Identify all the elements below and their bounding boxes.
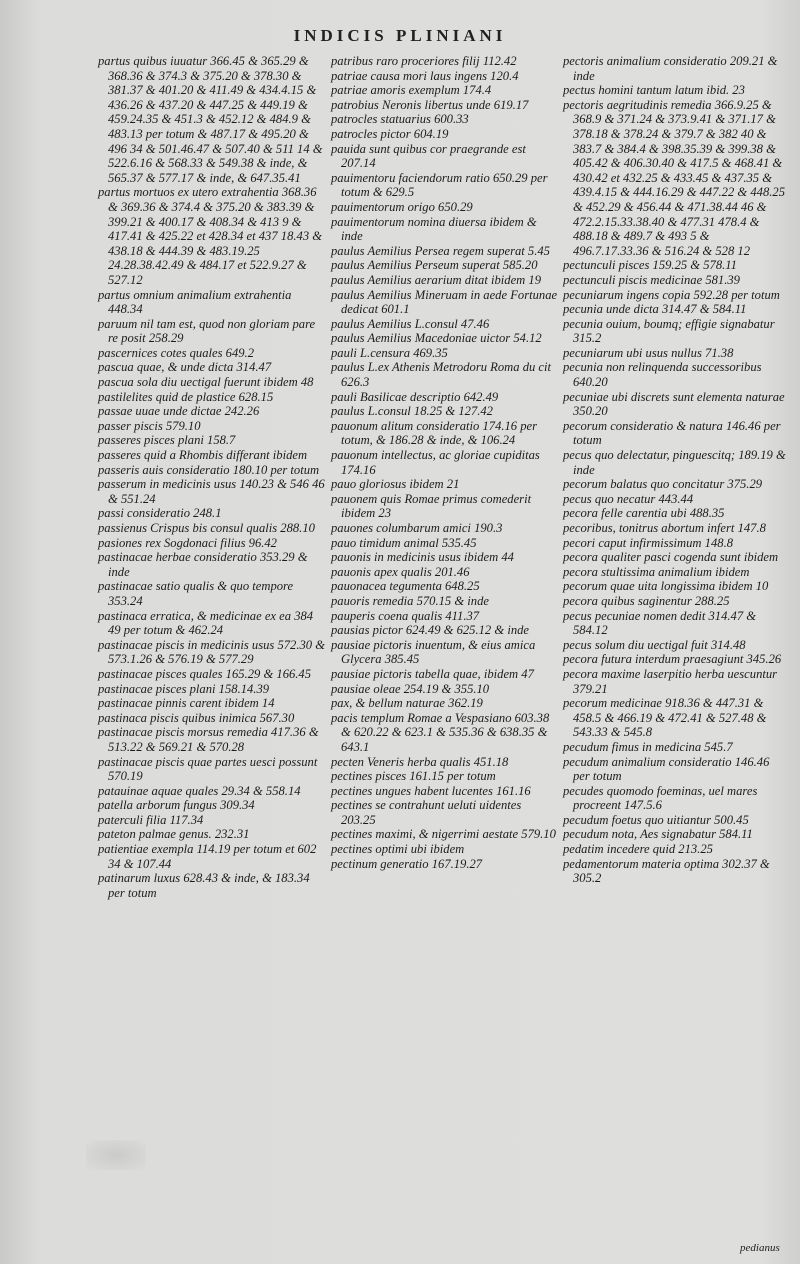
index-entry: pecora felle carentia ubi 488.35	[563, 506, 725, 521]
running-head: INDICIS PLINIANI	[293, 26, 507, 45]
index-entry: paruum nil tam est, quod non gloriam pare re posit 258.29	[98, 316, 316, 346]
index-entry: pastinacae pisces plani 158.14.39	[98, 681, 270, 696]
index-entry: pauperis coena qualis 411.37	[331, 608, 480, 623]
index-entry: pascua quae, & unde dicta 314.47	[98, 360, 272, 375]
index-entry: pauonum alitum consideratio 174.16 per totum, & 186.28 & inde, & 106.24	[331, 418, 538, 448]
index-entry: pectines maximi, & nigerrimi aestate 579.10	[331, 827, 556, 842]
index-entry: pauli Basilicae descriptio 642.49	[331, 389, 499, 404]
index-entry: patientiae exempla 114.19 per totum et 602 34 & 107.44	[98, 842, 317, 871]
index-entry: paulus L.consul 18.25 & 127.42	[331, 404, 493, 419]
index-entry: pecunia unde dicta 314.47 & 584.11	[563, 302, 747, 317]
index-entry: pecunia non relinquenda successoribus 640.20	[563, 360, 762, 390]
index-entry: pectoris animalium consideratio 209.21 & inde	[563, 54, 778, 83]
index-entry: patriae causa mori laus ingens 120.4	[331, 68, 519, 83]
index-entry: pastinaca erratica, & medicinae ex ea 384 49 per totum & 462.24	[98, 608, 314, 638]
index-entry: pedatim incedere quid 213.25	[563, 842, 713, 857]
index-entry: passeris auis consideratio 180.10 per totum	[98, 462, 320, 477]
index-entry: pectunculi piscis medicinae 581.39	[563, 272, 740, 287]
index-entry: pecorum consideratio & natura 146.46 per totum	[563, 418, 781, 448]
index-entry: pastinacae pisces quales 165.29 & 166.45	[98, 666, 312, 681]
index-entry: pausias pictor 624.49 & 625.12 & inde	[331, 623, 530, 638]
index-entry: pascernices cotes quales 649.2	[98, 345, 254, 360]
index-entry: pecten Veneris herba qualis 451.18	[331, 754, 509, 769]
index-entry: paulus Aemilius Macedoniae uictor 54.12	[331, 331, 542, 346]
index-entry: pectunculi pisces 159.25 & 578.11	[563, 258, 737, 273]
index-entry: pasiones rex Sogdonaci filius 96.42	[98, 535, 277, 550]
index-entry: pedamentorum materia optima 302.37 & 305.2	[563, 856, 770, 886]
index-entry: pecori caput infirmissimum 148.8	[563, 535, 734, 550]
index-entry: paulus Aemilius Persea regem superat 5.45	[331, 243, 550, 258]
index-entry: pauimentorum nomina diuersa ibidem & inde	[331, 214, 537, 244]
index-entry: pax, & bellum naturae 362.19	[331, 696, 483, 711]
index-entry: pausiae pictoris inuentum, & eius amica Glycera 385.45	[331, 637, 536, 667]
index-entry: passienus Crispus bis consul qualis 288.10	[98, 521, 315, 535]
index-entry: pecora futura interdum praesagiunt 345.26	[563, 652, 782, 667]
index-entry: pecora maxime laserpitio herba uescuntur 379.21	[563, 666, 778, 696]
index-entry: pascua sola diu uectigal fuerunt ibidem 48	[98, 375, 314, 390]
index-entry: pastinacae piscis morsus remedia 417.36 & 513.22 & 569.21 & 570.28	[98, 725, 319, 754]
index-entry: passeres quid a Rhombis differant ibidem	[98, 448, 308, 463]
index-entry: pauida sunt quibus cor praegrande est 207.14	[331, 141, 526, 171]
index-entry: pastinacae piscis in medicinis usus 572.30 & 573.1.26 & 576.19 & 577.29	[98, 637, 326, 667]
index-entry: pauimentorum origo 650.29	[331, 199, 473, 214]
index-entry: pausiae oleae 254.19 & 355.10	[331, 681, 490, 696]
index-entry: pectinum generatio 167.19.27	[331, 856, 483, 871]
index-entry: paulus Aemilius aerarium ditat ibidem 19	[331, 272, 542, 287]
index-entry: passeres pisces plani 158.7	[98, 433, 236, 448]
index-entry: partus quibus iuuatur 366.45 & 365.29 & 368.36 & 374.3 & 375.20 & 378.30 & 381.37 & 401.20 & 411.49 & 434.4.15 & 436.26 & 437.20 & 447.25 & 449.19 & 459.24.35 & 451.3 & 452.12 & 484.9 & 483.13 per totum & 487.17 & 495.20 & 496 34 & 501.46.47 & 507.40 & 511 14 & 522.6.16 & 568.33 & 549.38 & inde, & 565.37 & 577.17 & inde, & 647.35.41	[98, 54, 323, 185]
index-entry: pauo timidum animal 535.45	[331, 535, 477, 550]
index-entry: pastinacae piscis quae partes uesci possunt 570.19	[98, 754, 318, 784]
index-entry: pacis templum Romae a Vespasiano 603.38 & 620.22 & 623.1 & 535.36 & 638.35 & 643.1	[331, 710, 550, 754]
index-entry: pectines se contrahunt ueluti uidentes 203.25	[331, 798, 522, 827]
index-entry: pectoris aegritudinis remedia 366.9.25 & 368.9 & 371.24 & 373.9.41 & 371.17 & 378.18 & 378.24 & 379.7 & 382 40 & 383.7 & 384.4 & 398.35.39 & 399.38 & 405.42 & 406.30.40 & 417.5 & 468.41 & 430.42 et 432.25 & 433.45 & 437.35 & 439.4.15 & 444.16.29 & 447.22 & 448.25 & 452.29 & 456.44 & 471.38.44 46 & 472.2.15.33.38.40 & 477.31 478.4 & 488.18 & 489.7 & 493 5 & 496.7.17.33.36 & 516.24 & 528 12	[563, 97, 785, 258]
index-entry: patribus raro proceriores filij 112.42	[331, 54, 517, 68]
index-entry: pauones columbarum amici 190.3	[331, 521, 503, 535]
index-entry: paulus Aemilius L.consul 47.46	[331, 316, 490, 331]
index-entry: pecudum foetus quo uitiantur 500.45	[563, 812, 749, 827]
index-entry: pauli L.censura 469.35	[331, 345, 448, 360]
index-entry: pausiae pictoris tabella quae, ibidem 47	[331, 666, 534, 681]
index-entry: passae uuae unde dictae 242.26	[98, 404, 260, 419]
index-entry: pauonacea tegumenta 648.25	[331, 579, 480, 594]
index-entry: pecora stultissima animalium ibidem	[563, 564, 750, 579]
index-entry: paulus Aemilius Perseum superat 585.20	[331, 258, 538, 273]
index-entry: pauonis apex qualis 201.46	[331, 564, 470, 579]
index-entry: passer piscis 579.10	[98, 418, 201, 433]
index-entry: patriae amoris exemplum 174.4	[331, 83, 492, 98]
index-entry: pateton palmae genus. 232.31	[98, 827, 250, 842]
index-entry: pecudum fimus in medicina 545.7	[563, 739, 733, 754]
index-entry: pectus homini tantum latum ibid. 23	[563, 83, 745, 98]
index-entry: pecus quo delectatur, pinguescitq; 189.19 & inde	[563, 448, 786, 477]
index-entry: partus omnium animalium extrahentia 448.34	[98, 287, 292, 317]
index-entry: pectines optimi ubi ibidem	[331, 842, 465, 857]
index-entry: paterculi filia 117.34	[98, 812, 204, 827]
index-entry: pauonis in medicinis usus ibidem 44	[331, 550, 514, 565]
index-entry: pecus quo necatur 443.44	[563, 491, 694, 506]
index-entry: pastinacae herbae consideratio 353.29 & inde	[98, 550, 308, 579]
index-entry: pecorum quae uita longissima ibidem 10	[563, 579, 769, 594]
index-entry: partus mortuos ex utero extrahentia 368.36 & 369.36 & 374.4 & 375.20 & 383.39 & 399.21 & 400.17 & 408.34 & 413 9 & 417.41 & 425.22 et 428.34 et 437 18.43 & 438.18 & 444.39 & 483.19.25 24.28.38.42.49 & 484.17 et 522.9.27 & 527.12	[98, 185, 323, 287]
index-entry: pauimentoru faciendorum ratio 650.29 per totum & 629.5	[331, 170, 548, 200]
index-entry: pecuniarum ubi usus nullus 71.38	[563, 345, 734, 360]
index-column-left	[98, 54, 328, 900]
index-entry: pastilelites quid de plastice 628.15	[98, 389, 274, 404]
index-entry: paulus L.ex Athenis Metrodoru Roma du cit 626.3	[331, 360, 552, 390]
index-entry: pecudum animalium consideratio 146.46 per totum	[563, 754, 770, 784]
index-entry: pecorum medicinae 918.36 & 447.31 & 458.5 & 466.19 & 472.41 & 527.48 & 543.33 & 545.8	[563, 696, 767, 740]
index-entry: pauoris remedia 570.15 & inde	[331, 593, 489, 608]
index-entry: paulus Aemilius Mineruam in aede Fortunae dedicat 601.1	[331, 287, 558, 317]
index-entry: passi consideratio 248.1	[98, 506, 222, 521]
catchword: pedianus	[740, 1242, 780, 1254]
index-entry: pecus solum diu uectigal fuit 314.48	[563, 637, 746, 652]
index-entry: pastinacae satio qualis & quo tempore 353.24	[98, 579, 294, 608]
index-entry: patella arborum fungus 309.34	[98, 798, 255, 813]
index-column-middle	[331, 54, 559, 871]
index-column-right	[563, 54, 787, 886]
index-entry: pecunia ouium, boumq; effigie signabatur 315.2	[563, 316, 775, 346]
index-entry: patrocles pictor 604.19	[331, 126, 449, 141]
index-entry: pecoribus, tonitrus abortum infert 147.8	[563, 521, 766, 535]
index-entry: pectines ungues habent lucentes 161.16	[331, 783, 531, 798]
index-entry: pecus pecuniae nomen dedit 314.47 & 584.12	[563, 608, 757, 638]
index-entry: patrobius Neronis libertus unde 619.17	[331, 97, 529, 112]
index-entry: pauo gloriosus ibidem 21	[331, 477, 460, 492]
index-entry: pauonum intellectus, ac gloriae cupiditas 174.16	[331, 448, 540, 477]
ink-bleed-stain	[86, 1140, 146, 1170]
index-entry: pecorum balatus quo concitatur 375.29	[563, 477, 763, 492]
index-entry: patauinae aquae quales 29.34 & 558.14	[98, 783, 301, 798]
index-entry: pecudum nota, Aes signabatur 584.11	[563, 827, 753, 842]
index-entry: pecuniae ubi discrets sunt elementa naturae 350.20	[563, 389, 785, 419]
index-entry: pectines pisces 161.15 per totum	[331, 769, 496, 784]
index-entry: passerum in medicinis usus 140.23 & 546 46 & 551.24	[98, 477, 325, 506]
index-entry: pauonem quis Romae primus comederit ibidem 23	[331, 491, 532, 521]
index-entry: pecuniarum ingens copia 592.28 per totum	[563, 287, 780, 302]
index-entry: pastinaca piscis quibus inimica 567.30	[98, 710, 295, 725]
index-entry: pecudes quomodo foeminas, uel mares procreent 147.5.6	[563, 783, 758, 813]
index-entry: pecora quibus saginentur 288.25	[563, 593, 730, 608]
index-entry: pecora qualiter pasci cogenda sunt ibidem	[563, 550, 779, 565]
index-entry: patinarum luxus 628.43 & inde, & 183.34 per totum	[98, 871, 310, 900]
index-entry: patrocles statuarius 600.33	[331, 112, 469, 127]
index-entry: pastinacae pinnis carent ibidem 14	[98, 696, 275, 711]
